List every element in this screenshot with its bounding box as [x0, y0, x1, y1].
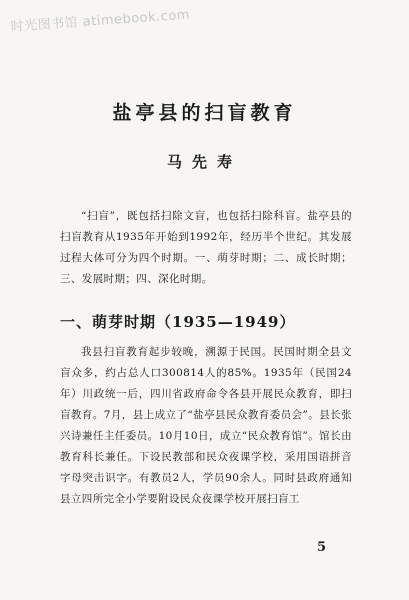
author-name: 马先寿 [166, 153, 242, 171]
document-title: 盐亭县的扫盲教育 [112, 102, 297, 124]
body-paragraph: 我县扫盲教育起步较晚，溯源于民国。民国时期全县文盲众多，约占总人口300814人的85%。1935年（民国24年）川政统一后，四川省政府命令各县开展民众教育，即扫盲教育。7月，县上成立了“盐亭县民众教育委员会”。县长张兴诗兼任主任委员。10月10日，成立“民众教育馆”。馆长由教育科长兼任。下设民教部和民众夜课学校，采用国语拼音字母突击识字。有教员2人，学员90余人。同时县政府通知县立四所完全小学要附设民众夜课学校开展扫盲工 [60, 346, 352, 505]
watermark: 时光图书馆 atimebook.com [10, 7, 191, 35]
intro-paragraph: “扫盲”，既包括扫除文盲，也包括扫除科盲。盐亭县的扫盲教育从1935年开始到1992年，经历半个世纪。其发展过程大体可分为四个时期。一、萌芽时期；二、成长时期；三、发展时期；四、深化时期。 [60, 210, 352, 285]
page-mark: 5 [317, 540, 327, 555]
section-heading: 一、萌芽时期（1935—1949） [60, 313, 296, 331]
